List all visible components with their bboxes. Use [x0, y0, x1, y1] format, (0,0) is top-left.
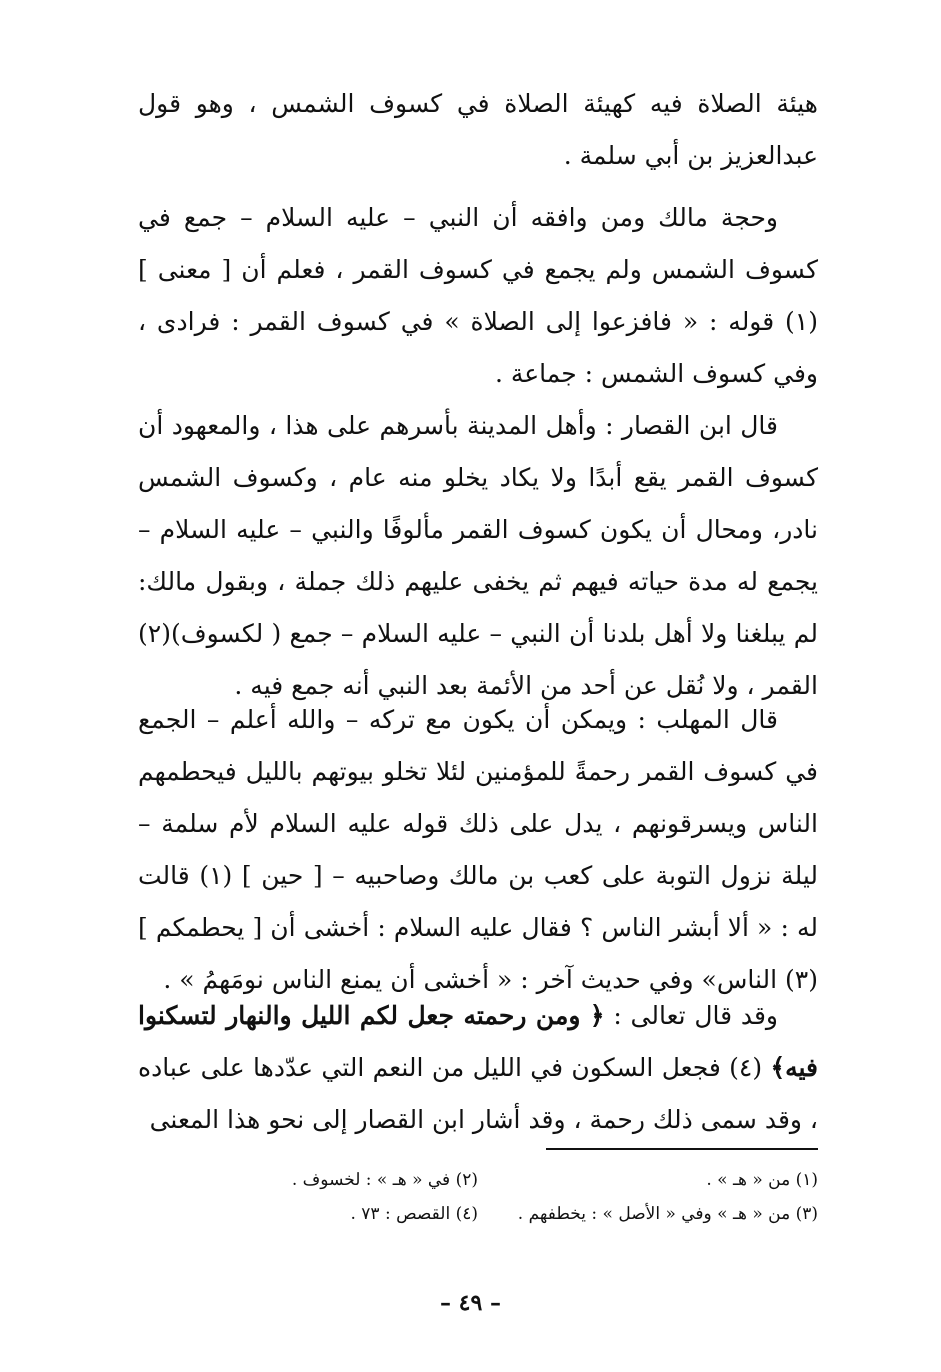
footnote-row	[138, 1163, 818, 1197]
paragraph-5	[138, 990, 818, 1146]
footnote-separator	[546, 1148, 818, 1150]
footnotes	[138, 1163, 818, 1231]
paragraph-text	[138, 990, 818, 1146]
footnote-4: (٤) القصص : ٧٣ .	[350, 1204, 478, 1224]
footnote-3: (٣) من « هـ » وفي « الأصل » : يخطفهم .	[517, 1204, 818, 1224]
paragraph-1	[138, 78, 818, 182]
paragraph-3	[138, 400, 818, 712]
paragraph-intro: وقد قال تعالى :	[604, 1001, 779, 1030]
quran-verse: ﴿ ومن رحمته جعل لكم الليل والنهار لتسكنوا فيه﴾	[138, 1001, 818, 1082]
footnote-2: (٢) في « هـ » : لخسوف .	[291, 1170, 478, 1190]
paragraph-4	[138, 694, 818, 1006]
page-number: – ٤٩ –	[440, 1290, 501, 1316]
footnote-row	[138, 1197, 818, 1231]
paragraph-rest: (٤) فجعل السكون في الليل من النعم التي عدّدها على عباده ، وقد سمى ذلك رحمة ، وقد أشار ابن القصار إلى نحو هذا المعنى	[138, 1053, 818, 1134]
footnote-1: (١) من « هـ » .	[706, 1170, 818, 1190]
paragraph-text: وحجة مالك ومن وافقه أن النبي – عليه السلام – جمع في كسوف الشمس ولم يجمع في كسوف القمر ، فعلم أن [ معنى ] (١) قوله : « فافزعوا إلى الصلاة » في كسوف القمر : فرادى ، وفي كسوف الشمس : جماعة .	[138, 203, 818, 388]
paragraph-text: قال ابن القصار : وأهل المدينة بأسرهم على هذا ، والمعهود أن كسوف القمر يقع أبدًا ولا يكاد يخلو منه عام ، وكسوف الشمس نادر، ومحال أن يكون كسوف القمر مألوفًا والنبي – عليه السلام – يجمع له مدة حياته فيهم ثم يخفى عليهم ذلك جملة ، وبقول مالك: لم يبلغنا ولا أهل بلدنا أن النبي – عليه السلام – جمع ( لكسوف)(٢) القمر ، ولا نُقل عن أحد من الأئمة بعد النبي أنه جمع فيه .	[138, 411, 818, 700]
paragraph-text: قال المهلب : ويمكن أن يكون مع تركه – والله أعلم – الجمع في كسوف القمر رحمةً للمؤمنين لئلا تخلو بيوتهم بالليل فيحطمهم الناس ويسرقونهم ، يدل على ذلك قوله عليه السلام لأم سلمة – ليلة نزول التوبة على كعب بن مالك وصاحبيه – [ حين ] (١) قالت له : « ألا أبشر الناس ؟ فقال عليه السلام : أخشى أن [ يحطمكم ] (٣) الناس» وفي حديث آخر : « أخشى أن يمنع الناس نومَهمُ » .	[138, 705, 819, 994]
paragraph-2	[138, 192, 818, 400]
paragraph-text: هيئة الصلاة فيه كهيئة الصلاة في كسوف الشمس ، وهو قول عبدالعزيز بن أبي سلمة .	[138, 89, 818, 170]
